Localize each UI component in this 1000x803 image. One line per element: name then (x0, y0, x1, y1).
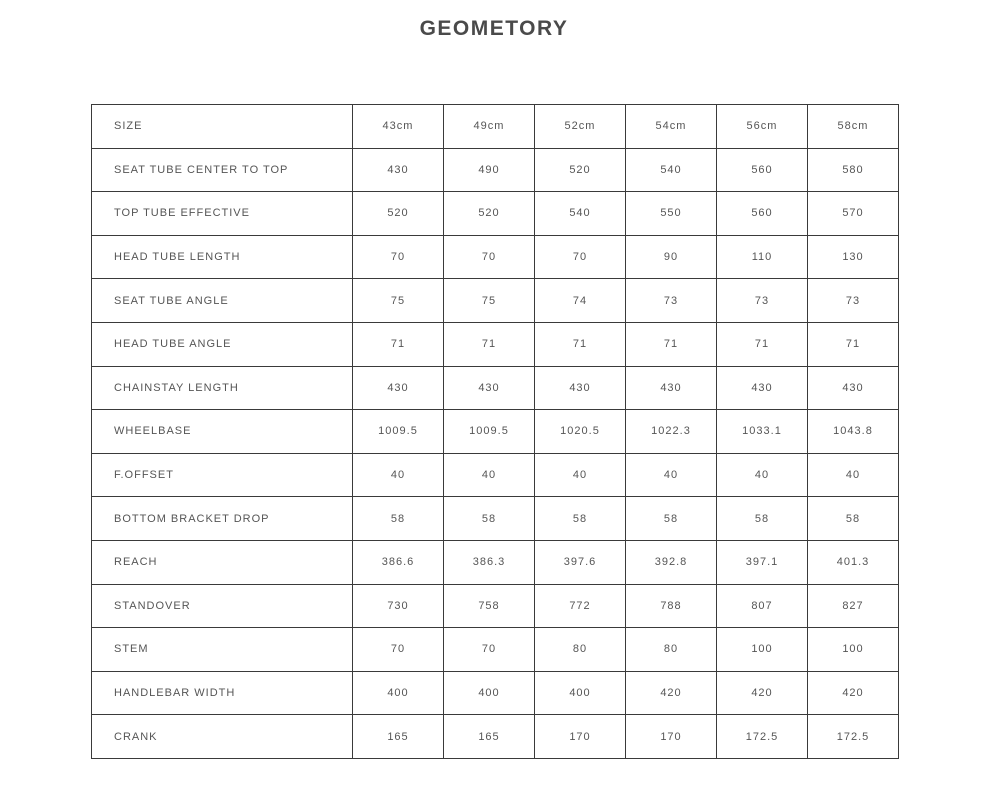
row-value: 73 (717, 279, 808, 323)
row-value: 130 (808, 235, 899, 279)
row-value: 430 (808, 366, 899, 410)
row-value: 560 (717, 192, 808, 236)
row-value: 400 (444, 671, 535, 715)
row-label: STANDOVER (92, 584, 353, 628)
row-value: 70 (353, 235, 444, 279)
row-value: 70 (444, 235, 535, 279)
row-value: 520 (444, 192, 535, 236)
row-value: 430 (353, 148, 444, 192)
row-value: 560 (717, 148, 808, 192)
row-value: 100 (717, 628, 808, 672)
row-value: 401.3 (808, 540, 899, 584)
row-value: 172.5 (808, 715, 899, 759)
row-value: 420 (717, 671, 808, 715)
row-value: 392.8 (626, 540, 717, 584)
row-value: 1009.5 (353, 410, 444, 454)
row-value: 730 (353, 584, 444, 628)
row-value: 71 (535, 322, 626, 366)
row-value: 430 (535, 366, 626, 410)
row-label: SEAT TUBE CENTER TO TOP (92, 148, 353, 192)
row-value: 788 (626, 584, 717, 628)
table-row (92, 410, 899, 454)
row-value: 90 (626, 235, 717, 279)
row-value: 40 (535, 453, 626, 497)
row-label: F.OFFSET (92, 453, 353, 497)
row-label: BOTTOM BRACKET DROP (92, 497, 353, 541)
row-label: HANDLEBAR WIDTH (92, 671, 353, 715)
header-size: 54cm (626, 105, 717, 149)
table-row (92, 715, 899, 759)
geometry-table (91, 104, 899, 759)
row-value: 170 (626, 715, 717, 759)
header-size: 58cm (808, 105, 899, 149)
row-value: 490 (444, 148, 535, 192)
row-value: 540 (535, 192, 626, 236)
row-value: 1033.1 (717, 410, 808, 454)
table-row (92, 279, 899, 323)
row-value: 807 (717, 584, 808, 628)
row-value: 75 (353, 279, 444, 323)
row-value: 58 (444, 497, 535, 541)
row-value: 74 (535, 279, 626, 323)
row-value: 430 (626, 366, 717, 410)
row-value: 58 (353, 497, 444, 541)
row-value: 1043.8 (808, 410, 899, 454)
header-size: 52cm (535, 105, 626, 149)
table-row (92, 671, 899, 715)
row-label: CRANK (92, 715, 353, 759)
row-value: 73 (626, 279, 717, 323)
row-value: 40 (626, 453, 717, 497)
row-value: 58 (626, 497, 717, 541)
table-row (92, 235, 899, 279)
table-row (92, 497, 899, 541)
row-value: 58 (717, 497, 808, 541)
row-value: 580 (808, 148, 899, 192)
row-value: 71 (353, 322, 444, 366)
row-value: 40 (353, 453, 444, 497)
row-label: STEM (92, 628, 353, 672)
row-value: 70 (444, 628, 535, 672)
row-label: REACH (92, 540, 353, 584)
row-value: 420 (626, 671, 717, 715)
row-value: 827 (808, 584, 899, 628)
row-value: 110 (717, 235, 808, 279)
table-row (92, 584, 899, 628)
table-row (92, 322, 899, 366)
row-value: 75 (444, 279, 535, 323)
row-value: 758 (444, 584, 535, 628)
table-header-row (92, 105, 899, 149)
row-label: HEAD TUBE LENGTH (92, 235, 353, 279)
row-value: 58 (808, 497, 899, 541)
row-value: 550 (626, 192, 717, 236)
row-value: 58 (535, 497, 626, 541)
row-value: 165 (444, 715, 535, 759)
row-value: 40 (444, 453, 535, 497)
row-value: 397.6 (535, 540, 626, 584)
row-value: 70 (353, 628, 444, 672)
row-value: 172.5 (717, 715, 808, 759)
row-value: 40 (717, 453, 808, 497)
row-label: SEAT TUBE ANGLE (92, 279, 353, 323)
table-row (92, 366, 899, 410)
table-row (92, 453, 899, 497)
table-row (92, 148, 899, 192)
row-label: HEAD TUBE ANGLE (92, 322, 353, 366)
row-value: 520 (353, 192, 444, 236)
row-value: 400 (353, 671, 444, 715)
page-title: GEOMETORY (419, 17, 569, 40)
row-value: 540 (626, 148, 717, 192)
row-value: 772 (535, 584, 626, 628)
row-value: 400 (535, 671, 626, 715)
header-size: 56cm (717, 105, 808, 149)
row-value: 73 (808, 279, 899, 323)
row-value: 1020.5 (535, 410, 626, 454)
row-value: 1022.3 (626, 410, 717, 454)
row-value: 80 (626, 628, 717, 672)
header-size: 43cm (353, 105, 444, 149)
row-value: 71 (626, 322, 717, 366)
header-label: SIZE (92, 105, 353, 149)
row-value: 386.6 (353, 540, 444, 584)
row-value: 71 (444, 322, 535, 366)
table-row (92, 628, 899, 672)
header-size: 49cm (444, 105, 535, 149)
row-value: 386.3 (444, 540, 535, 584)
table-row (92, 540, 899, 584)
row-value: 397.1 (717, 540, 808, 584)
row-value: 100 (808, 628, 899, 672)
row-value: 70 (535, 235, 626, 279)
row-value: 430 (444, 366, 535, 410)
row-value: 430 (717, 366, 808, 410)
table-row (92, 192, 899, 236)
row-value: 570 (808, 192, 899, 236)
row-value: 170 (535, 715, 626, 759)
row-value: 71 (717, 322, 808, 366)
geometry-table-body (92, 105, 899, 759)
row-value: 1009.5 (444, 410, 535, 454)
row-value: 165 (353, 715, 444, 759)
row-value: 420 (808, 671, 899, 715)
row-label: CHAINSTAY LENGTH (92, 366, 353, 410)
row-label: WHEELBASE (92, 410, 353, 454)
row-label: TOP TUBE EFFECTIVE (92, 192, 353, 236)
row-value: 40 (808, 453, 899, 497)
row-value: 520 (535, 148, 626, 192)
row-value: 80 (535, 628, 626, 672)
row-value: 430 (353, 366, 444, 410)
row-value: 71 (808, 322, 899, 366)
